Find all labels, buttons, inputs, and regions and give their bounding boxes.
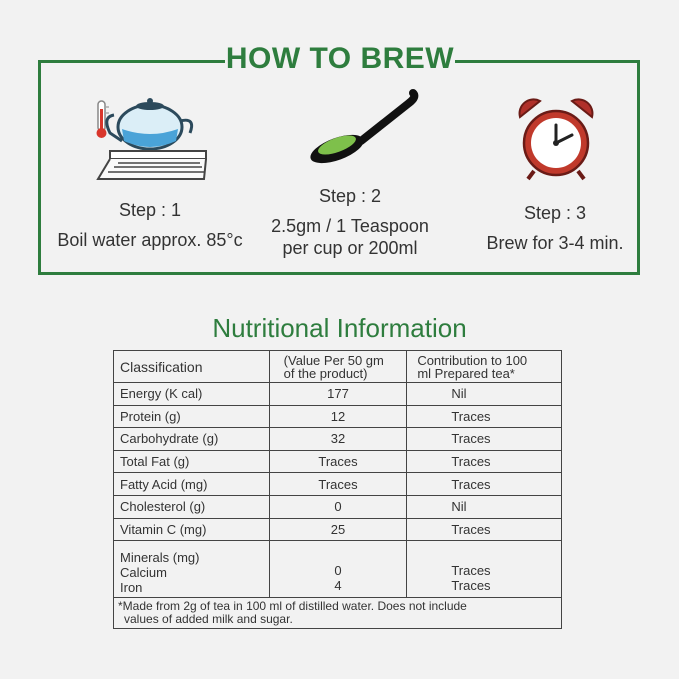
spoon-icon bbox=[305, 85, 420, 165]
table-row-minerals bbox=[114, 541, 562, 598]
row-value: Traces bbox=[269, 473, 407, 496]
step-2-number: Step : 2 bbox=[318, 186, 382, 206]
step-2 bbox=[250, 186, 450, 259]
row-label: Carbohydrate (g) bbox=[114, 428, 270, 451]
row-label: Cholesterol (g) bbox=[114, 495, 270, 518]
table-row bbox=[114, 450, 562, 473]
row-label: Vitamin C (mg) bbox=[114, 518, 270, 541]
table-row bbox=[114, 383, 562, 406]
minerals-label: Minerals (mg) Calcium Iron bbox=[114, 541, 270, 598]
row-contribution: Nil bbox=[407, 495, 562, 518]
minerals-values: 0 4 bbox=[269, 541, 407, 598]
header-contribution: Contribution to 100 ml Prepared tea* bbox=[407, 351, 562, 383]
step-3 bbox=[455, 203, 655, 254]
row-value: Traces bbox=[269, 450, 407, 473]
step-3-description: Brew for 3-4 min. bbox=[486, 233, 624, 253]
step-2-description-line2: per cup or 200ml bbox=[282, 238, 418, 258]
footnote-row bbox=[114, 598, 562, 629]
nutrition-table bbox=[113, 350, 562, 629]
row-label: Energy (K cal) bbox=[114, 383, 270, 406]
table-row bbox=[114, 428, 562, 451]
step-1-number: Step : 1 bbox=[118, 200, 182, 220]
row-value: 177 bbox=[269, 383, 407, 406]
table-row bbox=[114, 405, 562, 428]
table-row bbox=[114, 495, 562, 518]
row-contribution: Traces bbox=[407, 473, 562, 496]
header-value: (Value Per 50 gm of the product) bbox=[269, 351, 407, 383]
row-contribution: Nil bbox=[407, 383, 562, 406]
row-contribution: Traces bbox=[407, 450, 562, 473]
step-2-description-line1: 2.5gm / 1 Teaspoon bbox=[271, 216, 429, 236]
nutrition-title: Nutritional Information bbox=[212, 313, 467, 343]
row-label: Protein (g) bbox=[114, 405, 270, 428]
kettle-on-stove-icon bbox=[92, 95, 210, 183]
row-contribution: Traces bbox=[407, 428, 562, 451]
row-value: 32 bbox=[269, 428, 407, 451]
table-row bbox=[114, 473, 562, 496]
minerals-contributions: Traces Traces bbox=[407, 541, 562, 598]
row-contribution: Traces bbox=[407, 518, 562, 541]
alarm-clock-icon bbox=[512, 95, 600, 183]
step-3-number: Step : 3 bbox=[523, 203, 587, 223]
footnote: *Made from 2g of tea in 100 ml of distilled water. Does not include values of added milk and sugar. bbox=[114, 598, 562, 629]
table-header-row bbox=[114, 351, 562, 383]
row-value: 0 bbox=[269, 495, 407, 518]
how-to-brew-title: HOW TO BREW bbox=[225, 40, 455, 78]
row-label: Fatty Acid (mg) bbox=[114, 473, 270, 496]
row-contribution: Traces bbox=[407, 405, 562, 428]
step-1 bbox=[40, 200, 260, 251]
row-label: Total Fat (g) bbox=[114, 450, 270, 473]
step-1-description: Boil water approx. 85°c bbox=[57, 230, 243, 250]
table-row bbox=[114, 518, 562, 541]
row-value: 25 bbox=[269, 518, 407, 541]
row-value: 12 bbox=[269, 405, 407, 428]
header-classification: Classification bbox=[114, 351, 270, 383]
